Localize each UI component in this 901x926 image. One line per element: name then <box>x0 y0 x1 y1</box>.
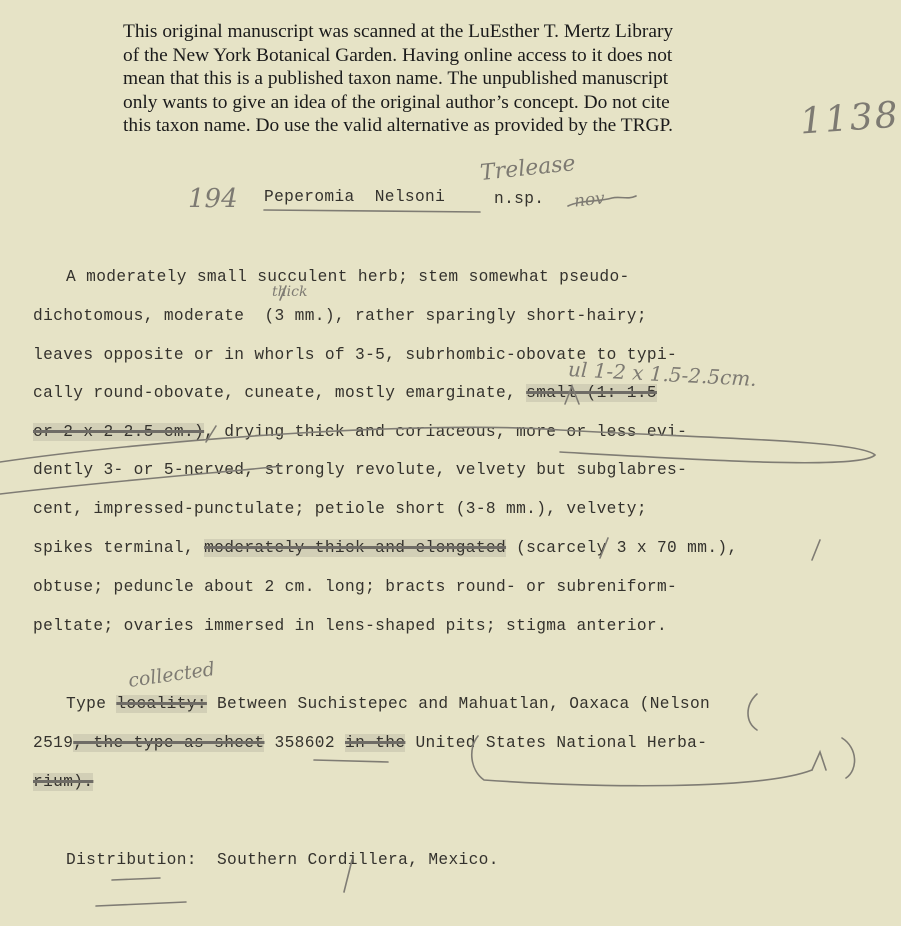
strikethrough-text: in the <box>345 734 406 752</box>
description-line: cent, impressed-punctulate; petiole short (3-8 mm.), velvety; <box>33 500 647 518</box>
taxon-title: Peperomia Nelsoni <box>264 188 446 206</box>
description-line: or 2 x 2-2.5 cm.), drying thick and coriaceous, more or less evi- <box>33 423 688 441</box>
collected-annotation: collected <box>126 658 217 692</box>
notice-line: mean that this is a published taxon name. The unpublished manuscript <box>123 68 669 90</box>
type-line: 2519, the type as sheet 358602 in the United States National Herba- <box>33 734 708 752</box>
description-line: peltate; ovaries immersed in lens-shaped pits; stigma anterior. <box>33 617 668 635</box>
slash-mark <box>812 540 820 560</box>
notice-line: of the New York Botanical Garden. Having online access to it does not <box>123 44 673 66</box>
header-number: 194 <box>188 184 238 214</box>
description-line: spikes terminal, moderately thick and elongated (scarcely 3 x 70 mm.), <box>33 539 738 557</box>
underline-mark <box>96 902 186 906</box>
parenthesis-mark <box>842 738 855 778</box>
page-number: 1138 <box>798 94 901 143</box>
strikethrough-text: rium). <box>33 773 94 791</box>
description-line: A moderately small succulent herb; stem somewhat pseudo- <box>66 268 630 286</box>
description-line: dently 3- or 5-nerved, strongly revolute, velvety but subglabres- <box>33 461 688 479</box>
strikethrough-text: or 2 x 2-2.5 cm.) <box>33 423 205 441</box>
strikethrough-text: , the type as sheet <box>73 734 265 752</box>
author-annotation: Trelease <box>478 151 577 186</box>
distribution-label: Distribution: <box>66 851 197 869</box>
taxon-rank: n.sp. <box>494 190 545 208</box>
distribution-value: Southern Cordillera, Mexico. <box>196 851 499 869</box>
underline-mark <box>112 878 160 880</box>
notice-line: only wants to give an idea of the original author’s concept. Do not cite <box>123 91 670 113</box>
strikethrough-text: moderately thick and elongated <box>204 539 507 557</box>
underline-mark <box>264 210 480 212</box>
parenthesis-mark <box>748 694 757 730</box>
distribution-line <box>66 851 499 869</box>
copyright-notice <box>123 20 763 138</box>
notice-line: This original manuscript was scanned at the LuEsther T. Mertz Library <box>123 21 674 42</box>
underline-mark <box>314 760 388 762</box>
thick-annotation: thick <box>272 284 308 300</box>
type-line <box>33 773 93 791</box>
strikethrough-text: small (1: 1.5 <box>526 384 657 402</box>
description-line: dichotomous, moderate (3 mm.), rather sparingly short-hairy; <box>33 307 647 325</box>
nov-annotation: nov <box>573 188 606 212</box>
size-annotation: ul 1-2 x 1.5-2.5cm. <box>567 357 758 391</box>
notice-line: this taxon name. Do use the valid alternative as provided by the TRGP. <box>123 115 674 137</box>
type-line: Type locality: Between Suchistepec and Mahuatlan, Oaxaca (Nelson <box>66 695 711 713</box>
description-line: obtuse; peduncle about 2 cm. long; bracts round- or subreniform- <box>33 578 678 596</box>
description-line: cally round-obovate, cuneate, mostly emarginate, small (1: 1.5 <box>33 384 657 402</box>
strikethrough-text: locality: <box>116 695 207 713</box>
arrow-mark <box>812 752 826 770</box>
description-line: leaves opposite or in whorls of 3-5, subrhombic-obovate to typi- <box>33 346 678 364</box>
